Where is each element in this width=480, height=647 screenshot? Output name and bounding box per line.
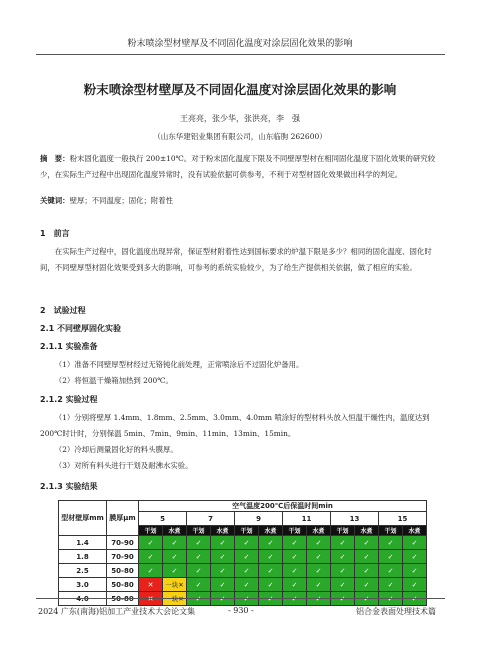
abstract <box>40 151 443 183</box>
pass-cell: ✓ <box>331 536 355 550</box>
sub-header: 干划 <box>379 526 403 536</box>
partial-fail-cell: 一块✕ <box>163 578 187 592</box>
sub-header: 干划 <box>139 526 163 536</box>
sub-header: 干划 <box>235 526 259 536</box>
pass-cell: ✓ <box>187 578 211 592</box>
pass-cell: ✓ <box>283 564 307 578</box>
s212-item-2: （2）冷却后测量固化好的料头膜厚。 <box>54 445 178 454</box>
pass-cell: ✓ <box>307 564 331 578</box>
footer-rule <box>36 598 445 599</box>
pass-cell: ✓ <box>187 550 211 564</box>
header-rule <box>36 54 445 55</box>
pass-cell: ✓ <box>331 550 355 564</box>
section-2-1-2-heading: 2.1.2 实验过程 <box>40 395 98 404</box>
row-film: 50-80 <box>107 564 139 578</box>
pass-cell: ✓ <box>139 536 163 550</box>
col-thickness-header: 型材壁厚mm <box>59 501 107 536</box>
sub-header: 干划 <box>187 526 211 536</box>
pass-cell: ✓ <box>283 536 307 550</box>
pass-cell: ✓ <box>235 592 259 606</box>
pass-cell: ✓ <box>235 550 259 564</box>
authors: 王亮亮，张少华，张洪亮，李 强 <box>180 114 300 123</box>
time-header: 5 <box>139 512 187 526</box>
pass-cell: ✓ <box>187 592 211 606</box>
pass-cell: ✓ <box>187 564 211 578</box>
row-thickness: 1.4 <box>59 536 107 550</box>
sub-header: 干划 <box>331 526 355 536</box>
pass-cell: ✓ <box>283 550 307 564</box>
pass-cell: ✓ <box>331 578 355 592</box>
pass-cell: ✓ <box>355 578 379 592</box>
sub-header: 水煮 <box>403 526 427 536</box>
sub-header: 水煮 <box>211 526 235 536</box>
pass-cell: ✓ <box>163 550 187 564</box>
pass-cell: ✓ <box>163 564 187 578</box>
page-number: - 930 - <box>228 606 254 615</box>
pass-cell: ✓ <box>379 536 403 550</box>
partial-fail-cell: 一块✕ <box>163 592 187 606</box>
fail-cell: ✕ <box>139 592 163 606</box>
pass-cell: ✓ <box>307 578 331 592</box>
time-header: 15 <box>379 512 427 526</box>
footer-left: 2024 广东(南海)铝加工产业技术大会论文集 <box>38 607 196 616</box>
row-thickness: 4.0 <box>59 592 107 606</box>
time-header: 7 <box>187 512 235 526</box>
pass-cell: ✓ <box>259 564 283 578</box>
pass-cell: ✓ <box>235 564 259 578</box>
pass-cell: ✓ <box>355 536 379 550</box>
pass-cell: ✓ <box>355 564 379 578</box>
table-row <box>59 550 427 564</box>
row-film: 50-80 <box>107 578 139 592</box>
pass-cell: ✓ <box>403 550 427 564</box>
sub-header: 水煮 <box>259 526 283 536</box>
sub-header: 干划 <box>283 526 307 536</box>
pass-cell: ✓ <box>259 550 283 564</box>
pass-cell: ✓ <box>187 536 211 550</box>
row-thickness: 2.5 <box>59 564 107 578</box>
pass-cell: ✓ <box>379 592 403 606</box>
fail-cell: ✕ <box>139 578 163 592</box>
affiliation: （山东华建铝业集团有限公司，山东临朐 262600） <box>153 132 327 141</box>
time-header: 11 <box>283 512 331 526</box>
span-header: 空气温度200℃后保温时间min <box>139 501 427 512</box>
sub-header: 水煮 <box>355 526 379 536</box>
pass-cell: ✓ <box>379 550 403 564</box>
pass-cell: ✓ <box>211 536 235 550</box>
pass-cell: ✓ <box>211 592 235 606</box>
section-2-heading: 2 试验过程 <box>40 306 86 315</box>
pass-cell: ✓ <box>259 536 283 550</box>
keywords-label: 关键词： <box>40 196 70 205</box>
pass-cell: ✓ <box>211 550 235 564</box>
pass-cell: ✓ <box>139 550 163 564</box>
row-thickness: 3.0 <box>59 578 107 592</box>
pass-cell: ✓ <box>307 550 331 564</box>
section-1-heading: 1 前言 <box>40 229 70 238</box>
pass-cell: ✓ <box>211 578 235 592</box>
footer-right: 铝合金表面处理技术篇 <box>356 607 436 616</box>
col-film-header: 膜厚μm <box>107 501 139 536</box>
pass-cell: ✓ <box>403 592 427 606</box>
pass-cell: ✓ <box>259 578 283 592</box>
pass-cell: ✓ <box>163 536 187 550</box>
pass-cell: ✓ <box>211 564 235 578</box>
sub-header: 水煮 <box>307 526 331 536</box>
pass-cell: ✓ <box>355 592 379 606</box>
time-header: 9 <box>235 512 283 526</box>
row-film: 50-80 <box>107 592 139 606</box>
pass-cell: ✓ <box>259 592 283 606</box>
s212-item-1: （1）分别将壁厚 1.4mm、1.8mm、2.5mm、3.0mm、4.0mm 喷涂好的型材料头放入恒温干燥性内，温度达到 200℃时计时，分别保温 5min、7min、9min、11min、13min、15min。 <box>40 413 430 438</box>
pass-cell: ✓ <box>355 550 379 564</box>
pass-cell: ✓ <box>379 564 403 578</box>
pass-cell: ✓ <box>235 536 259 550</box>
running-head: 粉末喷涂型材壁厚及不同固化温度对涂层固化效果的影响 <box>127 39 353 49</box>
abstract-text: 粉末固化温度一般执行 200±10℃。对于粉末固化温度下限及不同壁厚型材在相同固化温度下固化效果的研究较少，在实际生产过程中出现固化温度异常时，没有试验依据可供参考，不利于对型材固化效果做出科学的判定。 <box>40 154 436 179</box>
pass-cell: ✓ <box>235 578 259 592</box>
s211-item-2: （2）将恒温干燥箱加热到 200℃。 <box>54 376 173 385</box>
pass-cell: ✓ <box>307 536 331 550</box>
keywords-text: 壁厚；不同温度；固化；附着性 <box>69 196 174 205</box>
row-thickness: 1.8 <box>59 550 107 564</box>
section-2-1-1-heading: 2.1.1 实验准备 <box>40 342 98 351</box>
table-row <box>59 564 427 578</box>
table-row <box>59 578 427 592</box>
row-film: 70-90 <box>107 550 139 564</box>
s212-item-3: （3）对所有料头进行干划及耐沸水实验。 <box>54 461 193 470</box>
results-table <box>58 500 427 606</box>
time-header: 13 <box>331 512 379 526</box>
s211-item-1: （1）准备不同壁厚型材经过无铬钝化前处理，正常喷涂后不过固化炉备用。 <box>54 360 304 369</box>
sub-header: 水煮 <box>163 526 187 536</box>
pass-cell: ✓ <box>379 578 403 592</box>
pass-cell: ✓ <box>403 564 427 578</box>
row-film: 70-90 <box>107 536 139 550</box>
pass-cell: ✓ <box>307 592 331 606</box>
pass-cell: ✓ <box>283 578 307 592</box>
section-2-1-heading: 2.1 不同壁厚固化实验 <box>40 324 121 333</box>
section-2-1-3-heading: 2.1.3 实验结果 <box>40 482 98 491</box>
keywords <box>40 193 443 209</box>
section-1-text: 在实际生产过程中，固化温度出现异常，保证型材附着性达到国标要求的炉温下限是多少？相同的固化温度、固化时间，不同壁厚型材固化效果受到多大的影响，可参考的系统实验较少，为了给生产提供相关依据，做了相应的实验。 <box>40 247 432 272</box>
abstract-label: 摘 要： <box>40 154 70 163</box>
pass-cell: ✓ <box>283 592 307 606</box>
pass-cell: ✓ <box>139 564 163 578</box>
pass-cell: ✓ <box>403 578 427 592</box>
table-row <box>59 536 427 550</box>
pass-cell: ✓ <box>331 592 355 606</box>
paper-title: 粉末喷涂型材壁厚及不同固化温度对涂层固化效果的影响 <box>83 82 397 97</box>
pass-cell: ✓ <box>403 536 427 550</box>
pass-cell: ✓ <box>331 564 355 578</box>
